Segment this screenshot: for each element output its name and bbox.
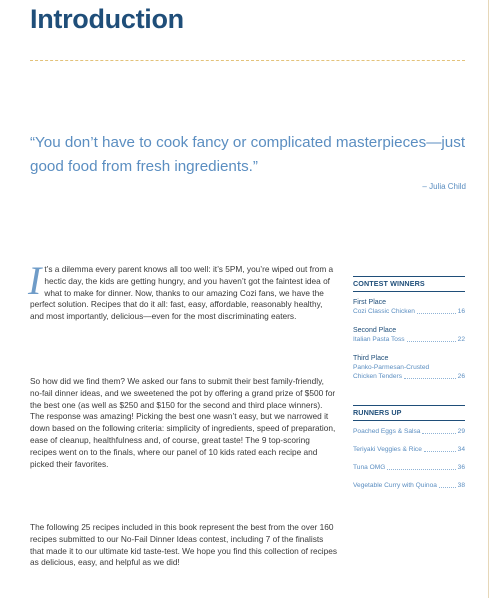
runner-up-1 [353,427,465,436]
quote-attribution: – Julia Child [422,182,466,191]
runner-up-4 [353,481,465,490]
contest-winners-heading: CONTEST WINNERS [353,276,465,292]
leader-dots [422,432,455,434]
drop-cap: I [28,258,42,303]
place-label: First Place [353,299,387,306]
recipe-name: Italian Pasta Toss [353,336,405,343]
leader-dots [407,340,456,342]
leader-dots [417,312,456,314]
intro-paragraph-3: The following 25 recipes included in this book represent the best from the over 160 recipes submitted to our No-Fail Dinner Ideas contest, including 7 of the finalists that made it to our ultimate kid taste-test. We hope you find this collection of recipes as delicious, easy, and helpful as we did! [30,522,337,568]
recipe-entry[interactable] [353,335,465,344]
leader-dots [404,377,456,379]
recipe-entry[interactable] [353,307,465,316]
recipe-name-line-1: Panko-Parmesan-Crusted [353,364,430,371]
paragraph-1-text: t’s a dilemma every parent knows all too well: it’s 5PM, you’re wiped out from a hectic day, the kids are getting hungry, and you haven’t got the faintest idea of what to make for dinner. Now, thanks to our amazing Cozi fans, we have the perfect solution. Recipes that do it all: fast, easy, affordable, reasonably healthy, and most importantly, delicious—even for the most discriminating eaters. [30,264,334,322]
page-edge-rule [488,0,489,598]
page-number: 36 [457,464,465,471]
page-number: 26 [457,373,465,380]
place-label: Third Place [353,355,389,362]
runner-up-2 [353,445,465,454]
recipe-entry[interactable] [353,427,465,436]
recipe-name: Cozi Classic Chicken [353,308,415,315]
runner-up-3 [353,463,465,472]
recipe-name: Vegetable Curry with Quinoa [353,482,437,489]
page-title: Introduction [30,4,184,34]
recipe-name: Tuna OMG [353,464,386,471]
winner-second [353,326,465,344]
leader-dots [387,468,455,470]
intro-paragraph-1 [28,258,338,323]
page-number: 22 [457,336,465,343]
intro-paragraph-2: So how did we find them? We asked our fans to submit their best family-friendly, no-fail dinner ideas, and we sweetened the pot by offering a grand prize of $500 for the best one (as well as $250 and $150 for the second and third place winners). The response was amazing! Picking the best one wasn’t easy, but we narrowed it down based on the following criteria: simplicity of ingredients, speed of preparation, ease of cleanup, healthfulness and, of course, great taste! The 9 top-scoring recipes went on to the finals, where our panel of 10 kids rated each recipe and picked their favorites. [30,376,336,469]
recipe-name: Chicken Tenders [353,373,402,380]
place-label: Second Place [353,327,397,334]
recipe-entry[interactable] [353,463,465,472]
recipe-name: Poached Eggs & Salsa [353,428,421,435]
recipe-name: Teriyaki Veggies & Rice [353,446,422,453]
pull-quote: “You don’t have to cook fancy or complicated masterpieces—just good food from fresh ingredients.” [30,134,466,175]
leader-dots [424,450,456,452]
leader-dots [439,486,456,488]
recipe-entry[interactable] [353,481,465,490]
page-number: 38 [457,482,465,489]
winner-first [353,298,465,316]
recipe-entry[interactable] [353,372,465,381]
winner-third [353,354,465,381]
runners-up-heading: RUNNERS UP [353,405,465,421]
recipe-entry[interactable] [353,445,465,454]
page-number: 34 [457,446,465,453]
page-number: 16 [457,308,465,315]
page-number: 29 [457,428,465,435]
title-divider [30,60,465,61]
